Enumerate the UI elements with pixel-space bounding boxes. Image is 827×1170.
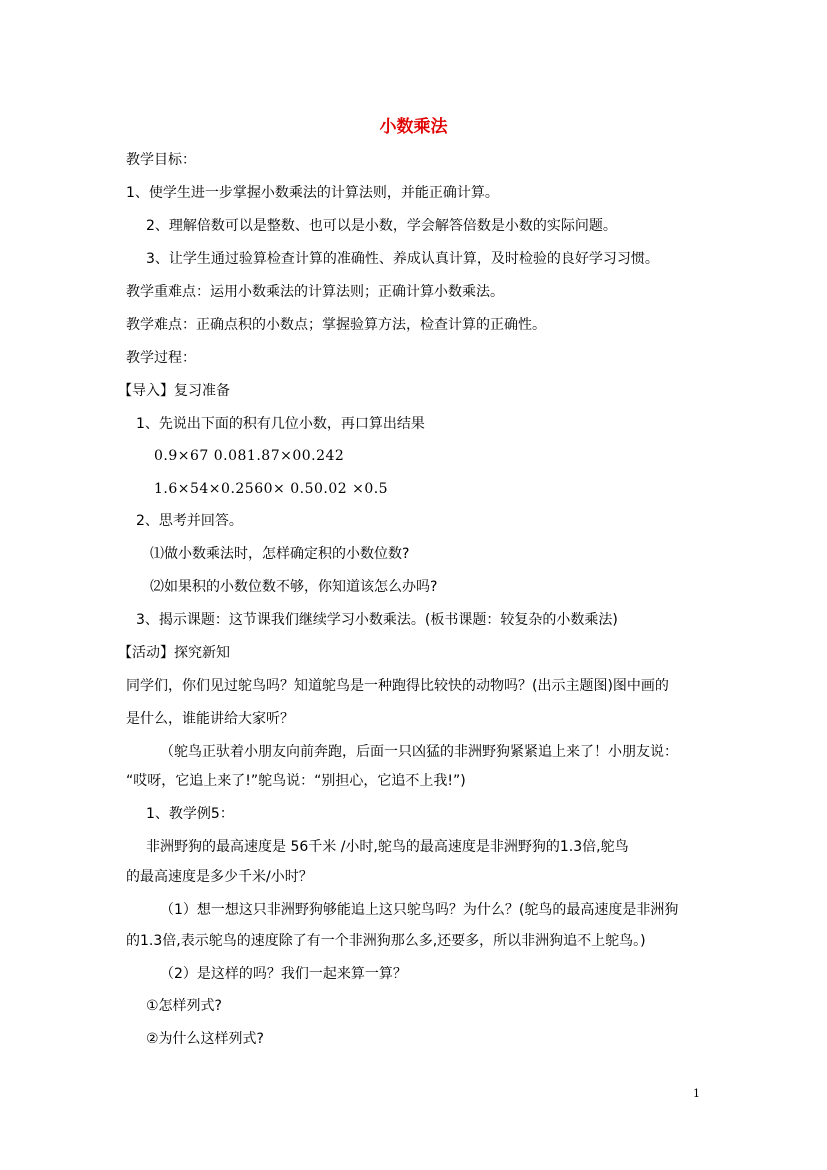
- activity-heading: 【活动】探究新知: [118, 645, 230, 661]
- step-how-to-formulate: ①怎样列式?: [146, 998, 222, 1014]
- example-problem-cont: 的最高速度是多少千米/小时？: [126, 869, 313, 885]
- exercise-row-1: 0.9×67 0.081.87×00.242: [154, 448, 345, 464]
- story-paragraph-cont: “哎呀，它追上来了!”鸵鸟说：“别担心，它追不上我!”): [126, 773, 466, 789]
- objective-3: 3、让学生通过验算检查计算的准确性、养成认真计算，及时检验的良好学习习惯。: [146, 251, 659, 267]
- activity-paragraph-1-cont: 是什么，谁能讲给大家听？: [126, 711, 294, 727]
- section-heading-process: 教学过程：: [126, 350, 196, 366]
- example-question-1: （1）想一想这只非洲野狗够能追上这只鸵鸟吗？为什么？(鸵鸟的最高速度是非洲狗: [160, 902, 679, 918]
- key-points: 教学重难点：运用小数乘法的计算法则；正确计算小数乘法。: [126, 284, 504, 300]
- objective-1: 1、使学生进一步掌握小数乘法的计算法则，并能正确计算。: [126, 185, 499, 201]
- document-title: 小数乘法: [379, 117, 448, 137]
- intro-step-3: 3、揭示课题：这节课我们继续学习小数乘法。(板书课题：较复杂的小数乘法): [136, 612, 618, 628]
- example-problem: 非洲野狗的最高速度是 56千米 /小时,鸵鸟的最高速度是非洲野狗的1.3倍,鸵鸟: [146, 839, 629, 855]
- question-2: ⑵如果积的小数位数不够，你知道该怎么办吗?: [150, 579, 438, 595]
- question-1: ⑴做小数乘法时，怎样确定积的小数位数?: [150, 546, 410, 562]
- difficult-points: 教学难点：正确点积的小数点；掌握验算方法，检查计算的正确性。: [126, 317, 546, 333]
- example-question-1-cont: 的1.3倍,表示鸵鸟的速度除了有一个非洲狗那么多,还要多，所以非洲狗追不上鸵鸟。): [126, 933, 646, 949]
- story-paragraph: （鸵鸟正驮着小朋友向前奔跑，后面一只凶猛的非洲野狗紧紧追上来了！小朋友说：: [160, 744, 678, 760]
- intro-heading: 【导入】复习准备: [118, 383, 230, 399]
- exercise-row-2: 1.6×54×0.2560× 0.50.02 ×0.5: [154, 481, 389, 497]
- step-why-formulate: ②为什么这样列式?: [146, 1031, 264, 1047]
- example-heading: 1、教学例5：: [146, 806, 234, 822]
- intro-step-1: 1、先说出下面的积有几位小数，再口算出结果: [136, 416, 425, 432]
- activity-paragraph-1: 同学们，你们见过鸵鸟吗？知道鸵鸟是一种跑得比较快的动物吗？(出示主题图)图中画的: [126, 678, 669, 694]
- example-question-2: （2）是这样的吗？我们一起来算一算？: [160, 966, 407, 982]
- intro-step-2: 2、思考并回答。: [136, 513, 243, 529]
- page-number: 1: [693, 1087, 700, 1100]
- objective-2: 2、理解倍数可以是整数、也可以是小数，学会解答倍数是小数的实际问题。: [146, 218, 617, 234]
- section-heading-objectives: 教学目标：: [126, 152, 196, 168]
